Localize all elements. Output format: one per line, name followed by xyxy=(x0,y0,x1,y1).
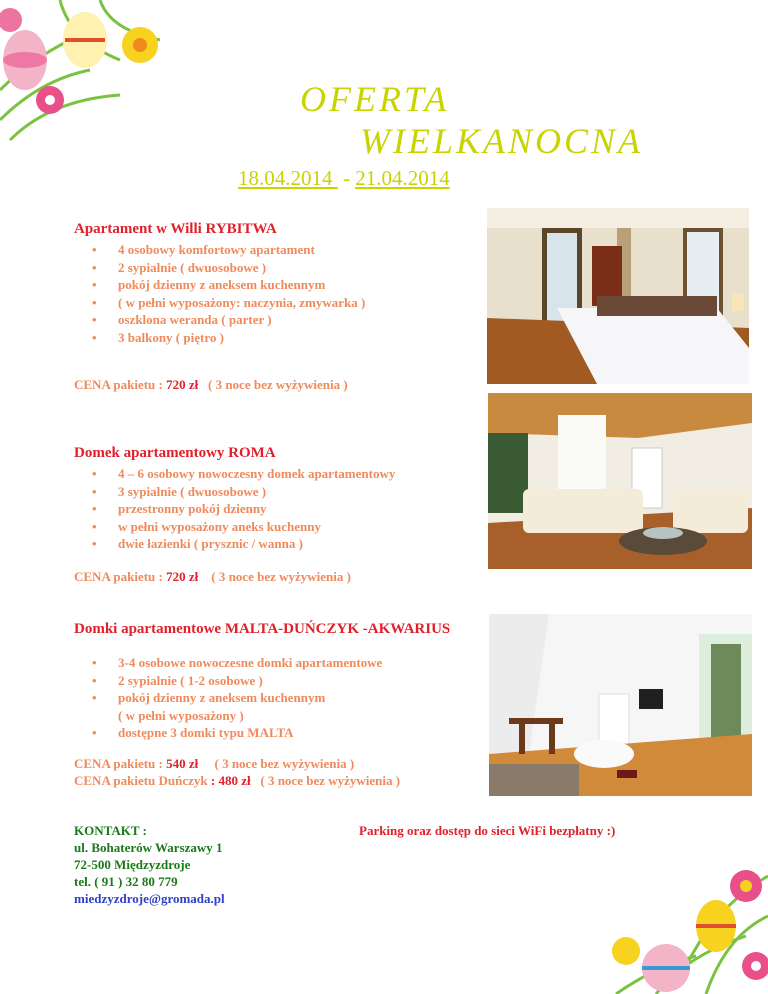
list-item: • w pełni wyposażony aneks kuchenny xyxy=(92,518,395,536)
price-note: ( 3 noce bez wyżywienia ) xyxy=(214,756,355,771)
list-item: • 4 osobowy komfortowy apartament xyxy=(92,241,365,259)
contact-block xyxy=(74,822,225,907)
contact-email-link[interactable]: miedzyzdroje@gromada.pl xyxy=(74,891,225,906)
contact-city: 72-500 Międzyzdroje xyxy=(74,857,191,872)
section-list-malta xyxy=(92,654,382,742)
list-item: • przestronny pokój dzienny xyxy=(92,500,395,518)
price2-value: : 480 zł xyxy=(210,773,251,788)
easter-decoration-bottom-right xyxy=(596,856,768,994)
list-item: • 3-4 osobowe nowoczesne domki apartamentowe xyxy=(92,654,382,672)
list-item: • pokój dzienny z aneksem kuchennym xyxy=(92,276,365,294)
list-item: • 4 – 6 osobowy nowoczesny domek apartamentowy xyxy=(92,465,395,483)
price-label: CENA pakietu : xyxy=(74,377,167,392)
list-item: • dostępne 3 domki typu MALTA xyxy=(92,724,382,742)
price-rybitwa xyxy=(74,377,348,393)
section-title-roma: Domek apartamentowy ROMA xyxy=(74,445,276,461)
section-title-malta: Domki apartamentowe MALTA-DUŃCZYK -AKWARIUS xyxy=(74,621,451,637)
offer-title-line1: OFERTA xyxy=(300,79,450,119)
price-value: 720 zł xyxy=(166,569,199,584)
list-item: • 3 balkony ( piętro ) xyxy=(92,329,365,347)
list-item: • pokój dzienny z aneksem kuchennym xyxy=(92,689,382,707)
date-separator: - xyxy=(337,166,356,190)
price-label: CENA pakietu : xyxy=(74,569,167,584)
offer-title-line2: WIELKANOCNA xyxy=(360,121,644,161)
easter-decoration-top-left xyxy=(0,0,170,150)
price-note: ( 3 noce bez wyżywienia ) xyxy=(208,377,348,392)
section-list-rybitwa xyxy=(92,241,365,346)
price-note: ( 3 noce bez wyżywienia ) xyxy=(211,569,351,584)
contact-phone: tel. ( 91 ) 32 80 779 xyxy=(74,874,178,889)
list-item: • 2 sypialnie ( 1-2 osobowe ) xyxy=(92,672,382,690)
contact-street: ul. Bohaterów Warszawy 1 xyxy=(74,840,223,855)
date-end: 21.04.2014 xyxy=(355,166,450,190)
price2-label: CENA pakietu Duńczyk xyxy=(74,773,211,788)
price2-note: ( 3 noce bez wyżywienia ) xyxy=(260,773,401,788)
list-item-continuation: ( w pełni wyposażony ) xyxy=(118,707,244,723)
list-item-continuation: ( w pełni wyposażony: naczynia, zmywarka ) xyxy=(118,294,366,310)
price-roma xyxy=(74,569,351,585)
list-item: • dwie łazienki ( prysznic / wanna ) xyxy=(92,535,395,553)
list-item: • oszklona weranda ( parter ) xyxy=(92,311,365,329)
price-value: 720 zł xyxy=(166,377,199,392)
photo-bedroom xyxy=(487,208,749,384)
price-dunczyk xyxy=(74,773,400,789)
section-list-roma xyxy=(92,465,395,553)
price-malta xyxy=(74,756,354,772)
price-value: 540 zł xyxy=(166,756,199,771)
contact-heading: KONTAKT : xyxy=(74,823,147,838)
list-item: • 2 sypialnie ( dwuosobowe ) xyxy=(92,259,365,277)
date-start: 18.04.2014 xyxy=(238,166,338,190)
wifi-parking-note: Parking oraz dostęp do sieci WiFi bezpłatny :) xyxy=(359,823,616,838)
photo-living-room-malta xyxy=(489,614,752,796)
list-item: • 3 sypialnie ( dwuosobowe ) xyxy=(92,483,395,501)
section-title-rybitwa: Apartament w Willi RYBITWA xyxy=(74,221,277,237)
photo-living-room-roma xyxy=(488,393,752,569)
offer-dates xyxy=(238,166,450,191)
price-label: CENA pakietu : xyxy=(74,756,167,771)
